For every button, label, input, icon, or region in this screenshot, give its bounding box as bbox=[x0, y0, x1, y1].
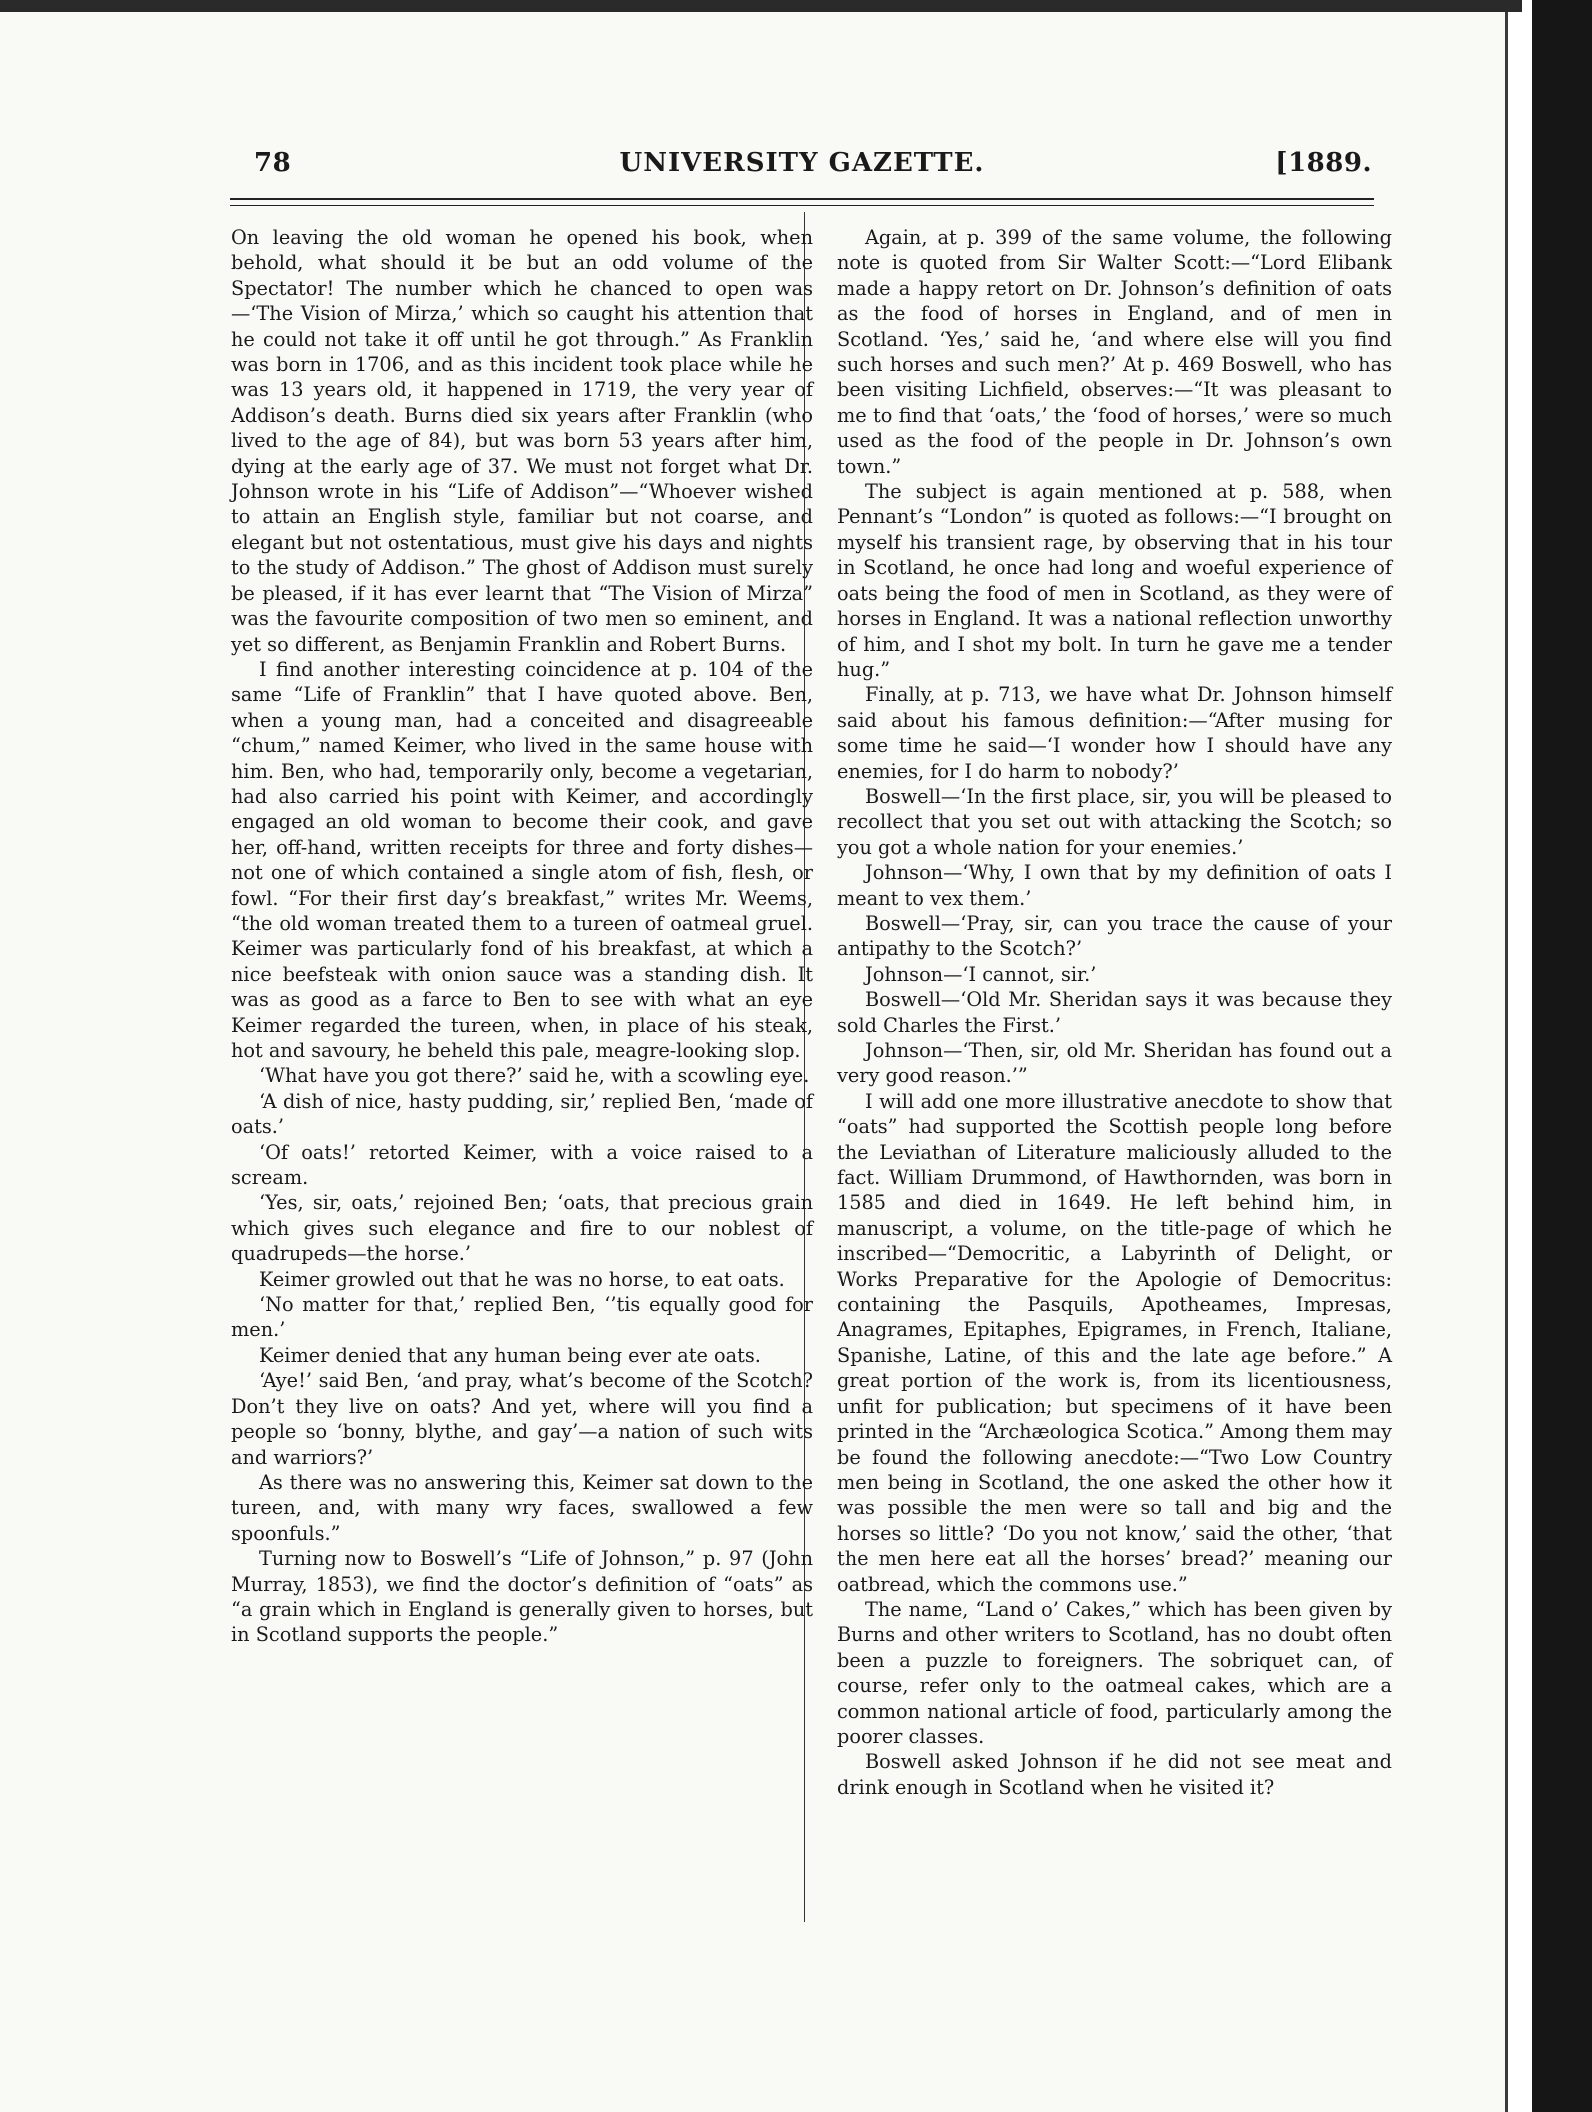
paragraph: Again, at p. 399 of the same volume, the following note is quoted from Sir Walter Scott:—“Lord Elibank made a happy retort on Dr. Johnson’s definition of oats as the food of horses in England, and of men in Scotland. ‘Yes,’ said he, ‘and where else will you find such horses and such men?’ At p. 469 Boswell, who has been visiting Lichfield, observes:—“It was pleasant to me to find that ‘oats,’ the ‘food of horses,’ were so much used as the food of the people in Dr. Johnson’s own town.” bbox=[837, 226, 1392, 478]
publication-title: UNIVERSITY GAZETTE. bbox=[619, 148, 985, 178]
paragraph: ‘Of oats!’ retorted Keimer, with a voice raised to a scream. bbox=[231, 1140, 813, 1190]
paragraph: Johnson—‘Why, I own that by my definition of oats I meant to vex them.’ bbox=[837, 861, 1392, 910]
paragraph: As there was no answering this, Keimer sat down to the tureen, and, with many wry faces, swallowed a few spoonfuls.” bbox=[231, 1470, 813, 1545]
paragraph: ‘Aye!’ said Ben, ‘and pray, what’s become of the Scotch? Don’t they live on oats? And yet, where will you find a people so ‘bonny, blythe, and gay’—a nation of such wits and warriors?’ bbox=[231, 1369, 813, 1469]
paragraph: Boswell asked Johnson if he did not see meat and drink enough in Scotland when he visited it? bbox=[837, 1750, 1392, 1799]
paragraph: Keimer growled out that he was no horse, to eat oats. bbox=[259, 1267, 785, 1291]
paragraph: Turning now to Boswell’s “Life of Johnson,” p. 97 (John Murray, 1853), we find the doctor’s definition of “oats” as “a grain which in England is generally given to horses, but in Scotland supports the people.” bbox=[231, 1547, 813, 1647]
page-number: 78 bbox=[254, 148, 292, 178]
paragraph: ‘A dish of nice, hasty pudding, sir,’ replied Ben, ‘made of oats.’ bbox=[231, 1089, 813, 1139]
paragraph: Keimer denied that any human being ever ate oats. bbox=[259, 1343, 761, 1367]
page-header bbox=[232, 148, 1372, 188]
paragraph: Boswell—‘Pray, sir, can you trace the cause of your antipathy to the Scotch?’ bbox=[837, 911, 1392, 961]
paragraph: Johnson—‘I cannot, sir.’ bbox=[865, 962, 1097, 986]
publication-year: [1889. bbox=[1275, 148, 1372, 178]
right-column bbox=[837, 225, 1392, 1800]
left-column bbox=[231, 225, 813, 1648]
paragraph: The name, “Land o’ Cakes,” which has been given by Burns and other writers to Scotland, has no doubt often been a puzzle to foreigners. The sobriquet can, of course, refer only to the oatmeal cakes, which are a common national article of food, particularly among the poorer classes. bbox=[837, 1597, 1392, 1748]
paragraph: I find another interesting coincidence at p. 104 of the same “Life of Franklin” that I have quoted above. Ben, when a young man, had a conceited and disagreeable “chum,” named Keimer, who lived in the same house with him. Ben, who had, temporarily only, become a vegetarian, had also carried his point with Keimer, and accordingly engaged an old woman to become their cook, and gave her, off-hand, written receipts for three and forty dishes—not one of which contained a single atom of fish, flesh, or fowl. “For their first day’s breakfast,” writes Mr. Weems, “the old woman treated them to a tureen of oatmeal gruel. Keimer was particularly fond of his breakfast, at which a nice beefsteak with onion sauce was a standing dish. It was as good as a farce to Ben to see with what an eye Keimer regarded the tureen, when, in place of his steak, hot and savoury, he beheld this pale, meagre-looking slop. bbox=[231, 657, 813, 1062]
paragraph: Boswell—‘Old Mr. Sheridan says it was because they sold Charles the First.’ bbox=[837, 988, 1392, 1037]
paragraph: On leaving the old woman he opened his book, when behold, what should it be but an odd volume of the Spectator! The number which he chanced to open was—‘The Vision of Mirza,’ which so caught his attention that he could not take it off until he got through.” As Franklin was born in 1706, and as this incident took place while he was 13 years old, it happened in 1719, the very year of Addison’s death. Burns died six years after Franklin (who lived to the age of 84), but was born 53 years after him, dying at the early age of 37. We must not forget what Dr. Johnson wrote in his “Life of Addison”—“Whoever wished to attain an English style, familiar but not coarse, and elegant but not ostentatious, must give his days and nights to the study of Addison.” The ghost of Addison must surely be pleased, if it has ever learnt that “The Vision of Mirza” was the favourite composition of two men so eminent, and yet so different, as Benjamin Franklin and Robert Burns. bbox=[231, 226, 813, 656]
paragraph: ‘What have you got there?’ said he, with a scowling eye. bbox=[259, 1064, 810, 1088]
scan-top-edge bbox=[0, 0, 1592, 12]
paragraph: The subject is again mentioned at p. 588, when Pennant’s “London” is quoted as follows:—“I brought on myself his transient rage, by observing that in his tour in Scotland, he once had long and woeful experience of oats being the food of men in Scotland, as they were of horses in England. It was a national reflection unworthy of him, and I shot my bolt. In turn he gave me a tender hug.” bbox=[837, 480, 1392, 681]
paragraph: ‘Yes, sir, oats,’ rejoined Ben; ‘oats, that precious grain which gives such elegance and fire to our noblest of quadrupeds—the horse.’ bbox=[231, 1191, 813, 1266]
paragraph: Johnson—‘Then, sir, old Mr. Sheridan has found out a very good reason.’” bbox=[837, 1039, 1392, 1088]
paragraph: I will add one more illustrative anecdote to show that “oats” had supported the Scottish people long before the Leviathan of Literature maliciously alluded to the fact. William Drummond, of Hawthornden, was born in 1585 and died in 1649. He left behind him, in manuscript, a volume, on the title-page of which he inscribed—“Democritic, a Labyrinth of Delight, or Works Preparative for the Apologie of Democritus: containing the Pasquils, Apotheames, Impresas, Anagrames, Epitaphes, Epigrames, in French, Italiane, Spanishe, Latine, of this and the late age before.” A great portion of the work is, from its licentiousness, unfit for publication; but specimens of it have been printed in the “Archæologica Scotica.” Among them may be found the following anecdote:—“Two Low Country men being in Scotland, the one asked the other how it was possible the men were so tall and big and the horses so little? ‘Do you not know,’ said the other, ‘that the men here eat all the horses’ bread?’ meaning our oatbread, which the commons use.” bbox=[837, 1089, 1392, 1596]
scan-right-edge bbox=[1532, 0, 1592, 2112]
paragraph: Finally, at p. 713, we have what Dr. Johnson himself said about his famous definition:—“After musing for some time he said—‘I wonder how I should have any enemies, for I do harm to nobody?’ bbox=[837, 683, 1392, 783]
paragraph: ‘No matter for that,’ replied Ben, ‘’tis equally good for men.’ bbox=[231, 1293, 813, 1342]
header-rule-thick bbox=[230, 198, 1374, 200]
paragraph: Boswell—‘In the first place, sir, you will be pleased to recollect that you set out with attacking the Scotch; so you got a whole nation for your enemies.’ bbox=[837, 784, 1392, 859]
header-rule-thin bbox=[230, 205, 1374, 206]
